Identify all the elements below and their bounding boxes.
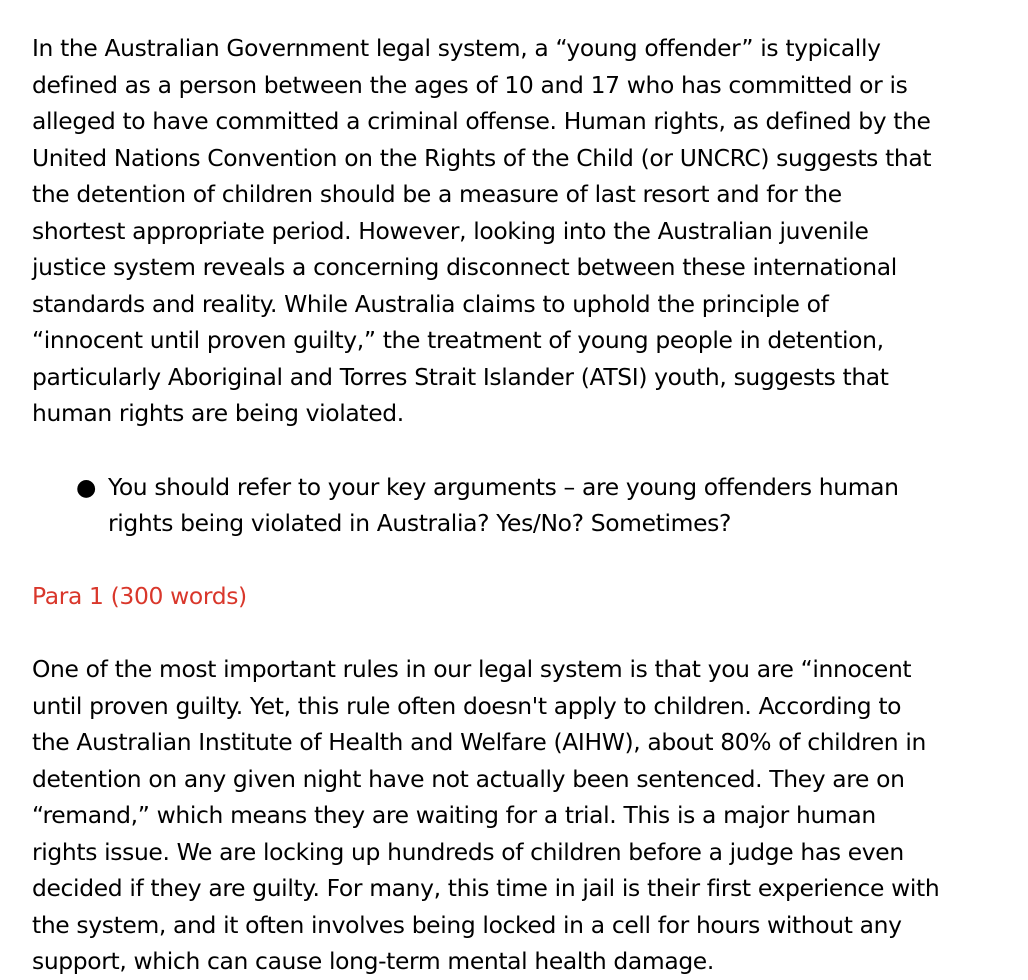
bullet-text[interactable]: You should refer to your key arguments – are young offenders human rights being violated in Australia? Yes/No? Sometimes?	[108, 472, 899, 537]
bullet-list-item	[76, 469, 1002, 542]
para-1-body[interactable]: One of the most important rules in our legal system is that you are “innocent until proven guilty. Yet, this rule often doesn't apply to children. According to the Australian Institute of Health and Welfare (AIHW), about 80% of children in detention on any given night have not actually been sentenced. They are on “remand,” which means they are waiting for a trial. This is a major human rights issue. We are locking up hundreds of children before a judge has even decided if they are guilty. For many, this time in jail is their first experience with the system, and it often involves being locked in a cell for hours without any support, which can cause long-term mental health damage.	[32, 655, 940, 975]
document-page	[32, 30, 1002, 980]
bullet-dot-icon: ●	[76, 472, 97, 501]
intro-paragraph[interactable]: In the Australian Government legal system, a “young offender” is typically defined as a person between the ages of 10 and 17 who has committed or is alleged to have committed a criminal offense. Human rights, as defined by the United Nations Convention on the Rights of the Child (or UNCRC) suggests that the detention of children should be a measure of last resort and for the shortest appropriate period. However, looking into the Australian juvenile justice system reveals a concerning disconnect between these international standards and reality. While Australia claims to uphold the principle of “innocent until proven guilty,” the treatment of young people in detention, particularly Aboriginal and Torres Strait Islander (ATSI) youth, suggests that human rights are being violated.	[32, 34, 932, 427]
para-1-heading[interactable]: Para 1 (300 words)	[32, 581, 247, 610]
